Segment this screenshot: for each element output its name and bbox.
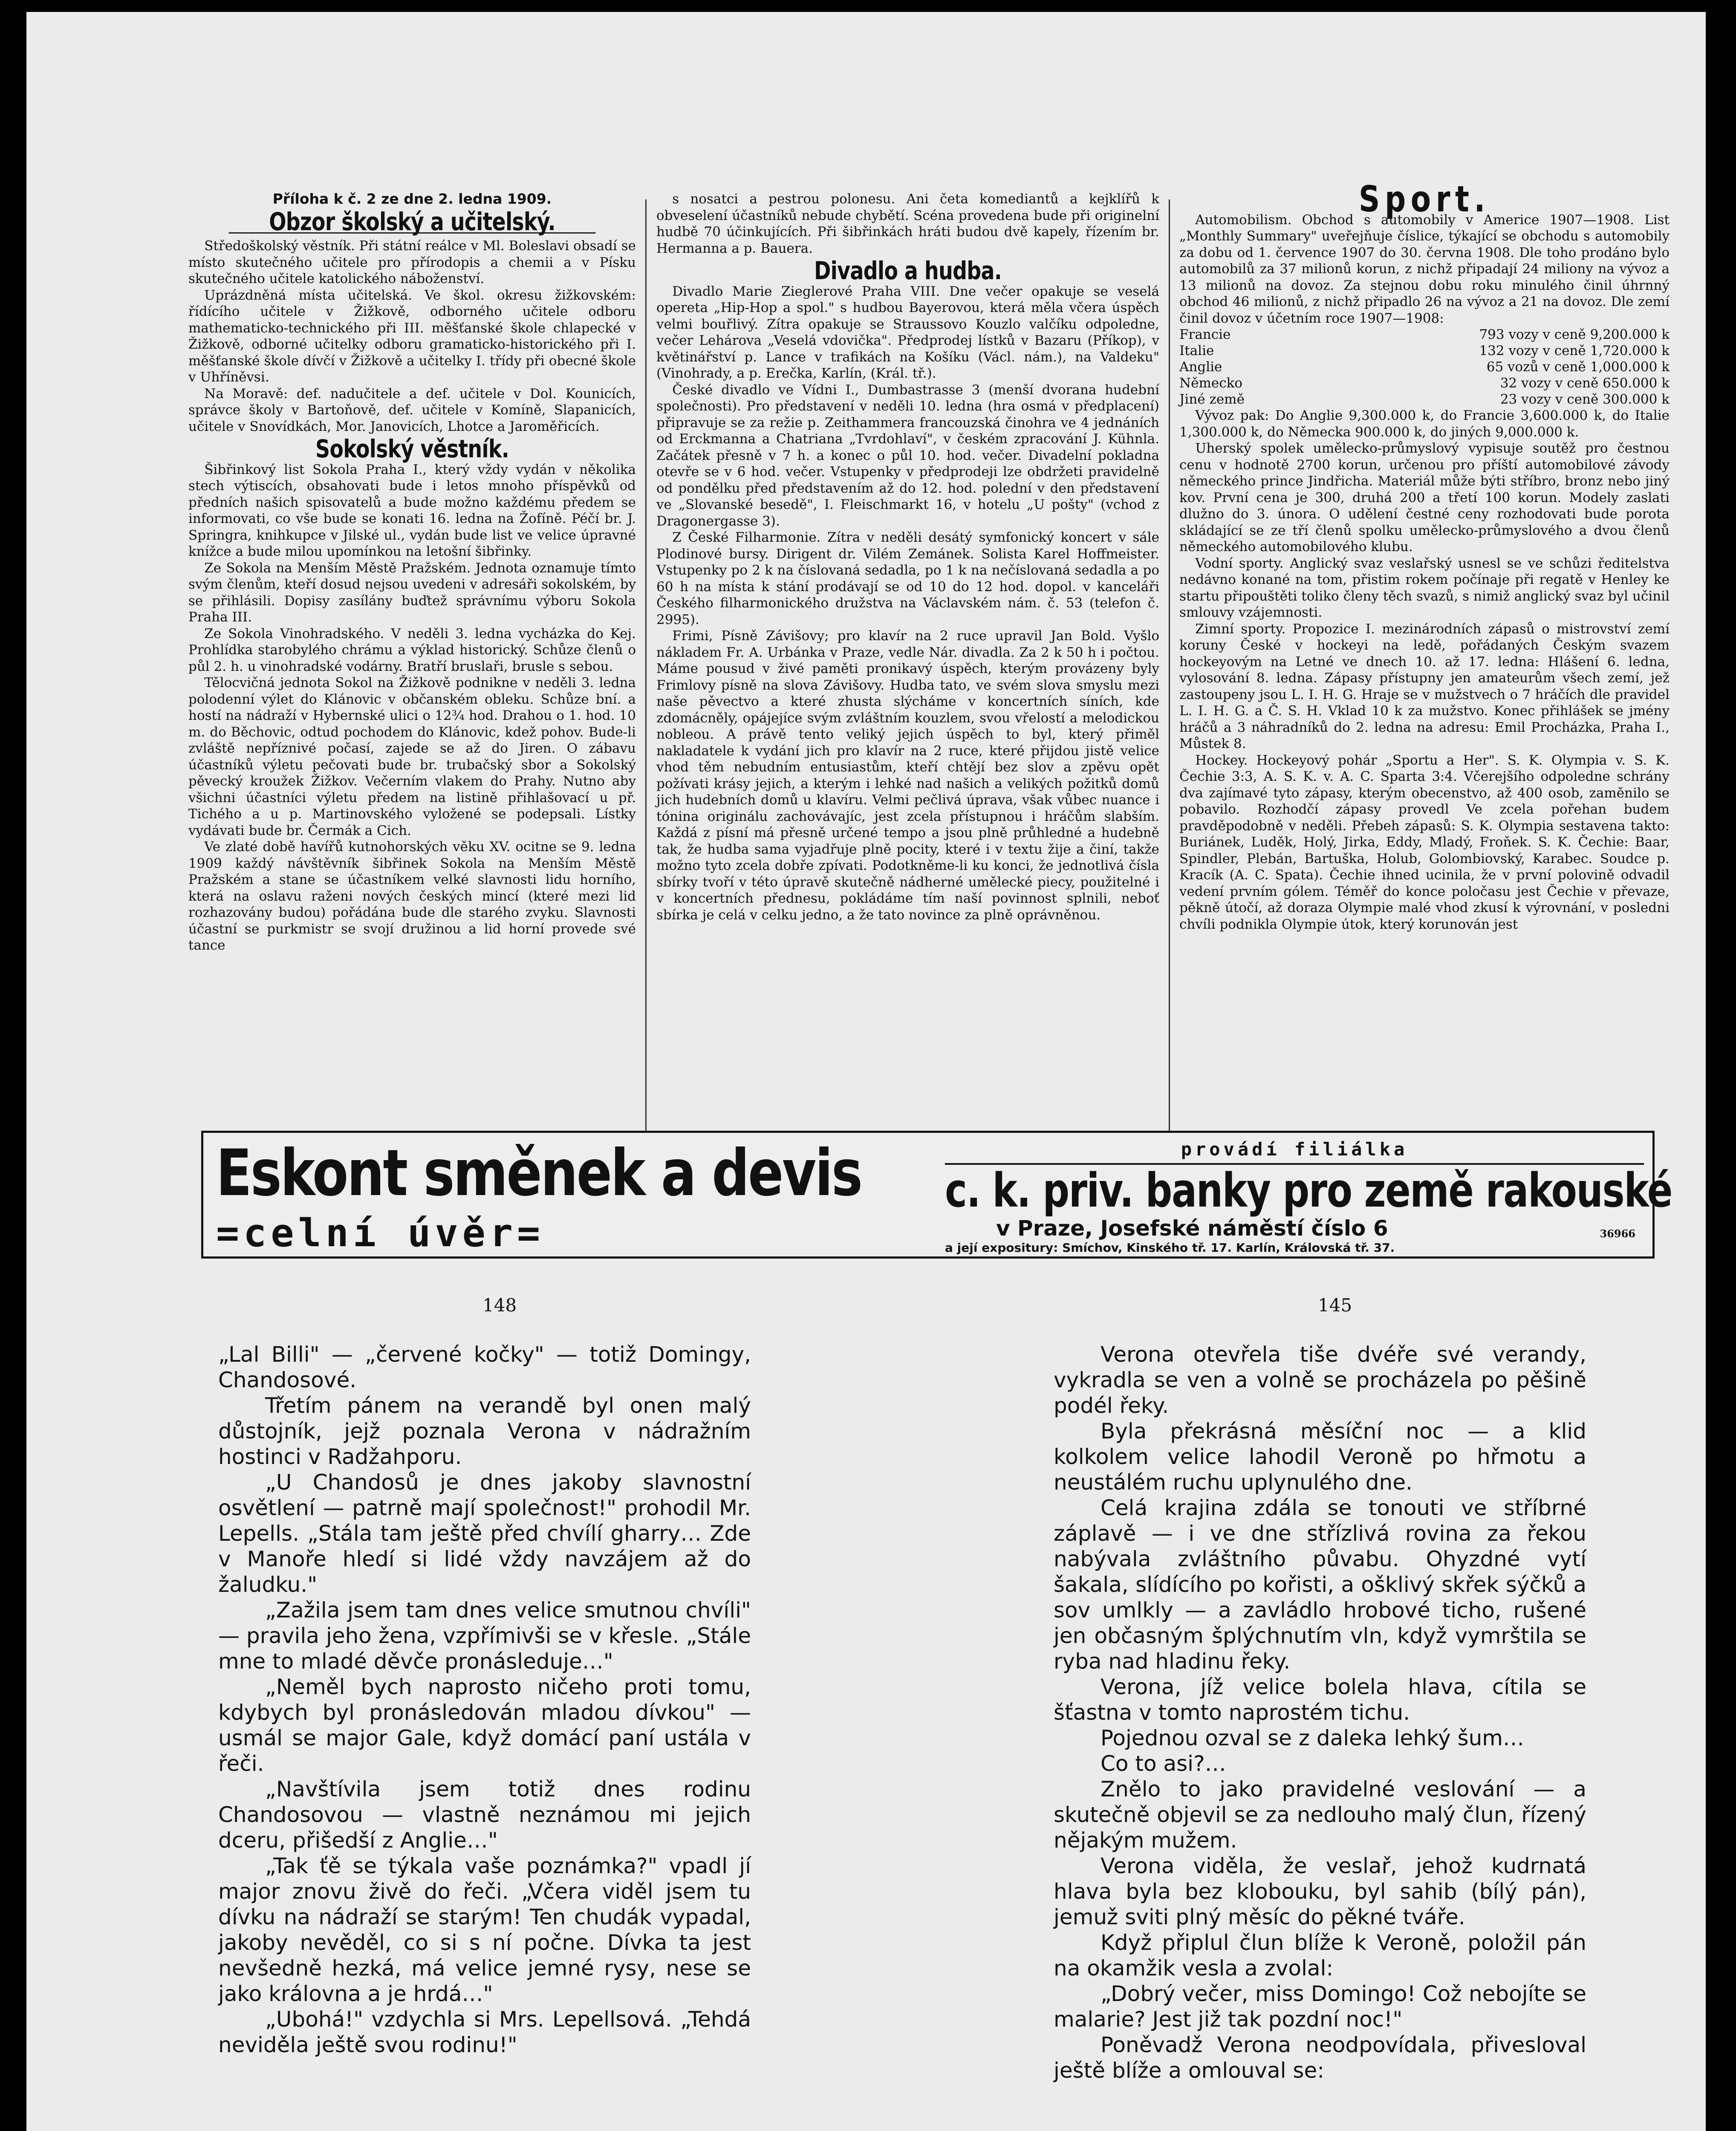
paragraph: Verona, jíž velice bolela hlava, cítila se šťastna v tomto naprostém tichu. [1054, 1675, 1586, 1725]
page-number-right: 145 [1318, 1295, 1352, 1316]
paragraph: Verona viděla, že veslař, jehož kudrnatá hlava byla bez klobouku, byl sahib (bílý pán), jemuž sviti plný měsíc do pěkné tváře. [1054, 1854, 1586, 1929]
paragraph: Třetím pánem na verandě byl onen malý důstojník, jejž poznala Verona v nádražním hostinci v Radžahporu. [218, 1393, 751, 1469]
paragraph: „Ubohá!" vzdychla si Mrs. Lepellsová. „Tehdá neviděla ještě svou rodinu!" [218, 2007, 751, 2057]
paragraph: Hockey. Hockeyový pohár „Sportu a Her". S. K. Olympia v. S. K. Čechie 3:3, A. S. K. v. A. C. Sparta 3:4. Včerejšího odpoledne schrány dva zajímavé tyto zápasy, kterým obecenstvo, až 400 osob, zaměnilo se pobavilo. Rozhodčí zápasy provedl Ve zcela pořehan budem pravděpodobně v neděli. Přebeh zápasů: S. K. Olympia sestavena takto: Buriánek, Luděk, Holý, Jirka, Eddy, Mladý, Froňek. S. K. Čechie: Baar, Spindler, Plebán, Bartuška, Holub, Golombiovský, Karabec. Soudce p. Kracík (A. C. Spata). Čechie ihned ucinila, že v první polovině odvadil vedení prvním gólem. Téměř do konce poločasu jest Čechie v převaze, pěkně útočí, až doraza Olympie malé vhod zkusí k výrovnání, v posledni chvíli podnikla Olympie útok, který korunován jest [1179, 752, 1670, 932]
supplement-header: Příloha k č. 2 ze dne 2. ledna 1909. [272, 191, 552, 207]
amount-cell: 32 vozy v ceně 650.000 k [1500, 375, 1670, 391]
paragraph: Automobilism. Obchod s automobily v Americe 1907—1908. List „Monthly Summary" uveřejňuje číslice, týkající se obchodu s automobily za dobu od 1. července 1907 do 30. června 1908. Dle toho prodáno bylo automobilů za 37 milionů korun, z nichž připadají 24 miliony na vývoz a 13 milionů na dovoz. Za stejnou dobu roku minulého činil úhrnný obchod 46 milionů, z nichž připadlo 26 na vývoz a 21 na dovoz. Dle zemí činil dovoz v účetním roce 1907—1908: [1179, 212, 1670, 326]
country-cell: Francie [1179, 327, 1231, 342]
ad-right-block [945, 1139, 1672, 1255]
table-row [1179, 326, 1670, 343]
paragraph: Poněvadž Verona neodpovídala, přivesloval ještě blíže a omlouval se: [1054, 2033, 1586, 2083]
ad-bank-name: c. k. priv. banky pro země rakouské [945, 1163, 1672, 1218]
section-title-sport: Sport. [1358, 178, 1490, 220]
paragraph: Co to asi?… [1101, 1751, 1226, 1776]
ad-branch-label: provádí filiálka [945, 1139, 1644, 1165]
paragraph: Vývoz pak: Do Anglie 9,300.000 k, do Francie 3,600.000 k, do Italie 1,300.000 k, do Německa 900.000 k, do jiných 9,000.000 k. [1179, 408, 1670, 440]
paragraph: Zimní sporty. Propozice I. mezinárodních zápasů o mistrovství zemí koruny České v hockeyi na ledě, pořádaných Českým svazem hockeyovým na Letné ve dnech 10. až 17. ledna: Hlášení 6. ledna, vylosování 8. ledna. Zápasy přístupny jen amateurům všech zemí, jež zastoupeny jsou L. I. H. G. Hraje se v mužstvech o 7 hráčích dle pravidel L. I. H. G. a Č. S. H. Vklad 10 k za mužstvo. Konec přihlášek se jmény hráčů a 3 náhradníků do 2. ledna na adresu: Emil Procházka, Praha I., Můstek 8. [1179, 621, 1670, 751]
country-cell: Německo [1179, 375, 1243, 391]
bank-advertisement [201, 1131, 1672, 1259]
country-cell: Anglie [1179, 359, 1222, 375]
paragraph: Znělo to jako pravidelné veslování — a skutečně objevil se za nedlouho malý člun, řízený nějakým mužem. [1054, 1777, 1586, 1853]
ad-code: 36966 [1600, 1227, 1635, 1240]
import-table [1179, 326, 1670, 407]
novel-section [26, 1273, 1706, 2131]
page-number-left: 148 [482, 1295, 517, 1316]
paragraph: „Zažila jsem tam dnes velice smutnou chvíli" — pravila jeho žena, vzpřímivši se v křesle. „Stále mne to mladé děvče pronásleduje…" [218, 1598, 751, 1674]
amount-cell: 23 vozy v ceně 300.000 k [1500, 392, 1670, 407]
paragraph: Verona otevřela tiše dvéře své verandy, vykradla se ven a volně se procházela po pěšině podél řeky. [1054, 1342, 1586, 1418]
paragraph: „Dobrý večer, miss Domingo! Což nebojíte se malarie? Jest již tak pozdní noc!" [1054, 1981, 1586, 2032]
paragraph: České divadlo ve Vídni I., Dumbastrasse 3 (menší dvorana hudební společnosti). Pro představení v neděli 10. ledna (hra osmá v předplacení) připravuje se za režie p. Zeithammera francouzská činohra ve 4 jednáních od Erckmanna a Chatriana „Tvrdohlaví", v českém zpracování J. Kühnla. Začátek přesně v 7 h. a konec o půl 10. hod. večer. Divadelní pokladna otevře se v 6 hod. večer. Vstupenky v předprodeji lze obdržeti pravidelně od pondělku před představením až do 12. hod. polední v den představení ve „Slovanské besedě", I. Fleischmarkt 16, v hotelu „U pošty" (vchod z Dragonergasse 3). [656, 382, 1159, 529]
table-row [1179, 359, 1670, 375]
paragraph: Ze Sokola Vinohradského. V neděli 3. ledna vycházka do Kej. Prohlídka starobylého chrámu a výklad historický. Schůze členů o půl 2. h. u vinohradské vodárny. Bratří bruslaři, brusle s sebou. [188, 626, 636, 674]
paragraph: Pojednou ozval se z daleka lehký šum… [1101, 1726, 1524, 1750]
column-divider [645, 199, 647, 1137]
column-divider [1169, 199, 1170, 1137]
column-right [1179, 178, 1670, 933]
paragraph: Tělocvičná jednota Sokol na Žižkově podnikne v neděli 3. ledna polodenní výlet do Klánovic v občanském obleku. Schůze bní. a hostí na nádraží v Hybernské ulici o 12¾ hod. Drahou o 1. hod. 10 m. do Běchovic, odtud pochodem do Klánovic, kdež pohov. Bude-li zvláště nepříznivé počasí, zajede se až do Jiren. O zábavu účastníků výletu pečovati bude br. trubačský sbor a Sokolský pěvecký kroužek Žižkov. Večerním vlakem do Prahy. Nutno aby všichni účastníci výletu předem na listině přihlašovací u př. Tichého a u p. Martinovského vyložené se podepsali. Lístky vydávati bude br. Čermák a Cich. [188, 675, 636, 838]
section-title-theatre: Divadlo a hudba. [814, 256, 1002, 285]
amount-cell: 132 vozy v ceně 1,720.000 k [1479, 343, 1670, 358]
amount-cell: 793 vozy v ceně 9,200.000 k [1479, 327, 1670, 342]
paragraph: Vodní sporty. Anglický svaz veslařský usnesl se ve schůzi ředitelstva nedávno konané na tom, přistim rokem počínaje při regatě v Henley ke startu připouštěti toliko členy těch svazů, s nimiž anglický svaz byl učinil smlouvy vzájemnosti. [1179, 555, 1670, 620]
paragraph: Divadlo Marie Zieglerové Praha VIII. Dne večer opakuje se veselá opereta „Hip-Hop a spol." s hudbou Bayerovou, která měla včera úspěch velmi bouřlivý. Zítra opakuje se Straussovo Kouzlo valčíku odpoledne, večer Lehárova „Veselá vdovička". Předprodej lístků v Bazaru (Příkop), v květinářství p. Lance v trafikách na Košíku (Václ. nám.), na Valdeku" (Vinohrady, a p. Erečka, Karlín, (Král. tř.). [656, 283, 1159, 381]
ad-left-block [216, 1136, 941, 1256]
paragraph: „U Chandosů je dnes jakoby slavnostní osvětlení — patrně mají společnost!" prohodil Mr. Lepells. „Stála tam ještě před chvílí gharry… Zde v Manoře hledí si lidé vždy navzájem až do žaludku." [218, 1470, 751, 1597]
ad-expositury: a její expositury: Smíchov, Kinského tř. 17. Karlín, Královská tř. 37. [945, 1241, 1395, 1255]
paragraph: „Neměl bych naprosto ničeho proti tomu, kdybych byl pronásledován mladou dívkou" — usmál se major Gale, když domácí paní ustála v řeči. [218, 1675, 751, 1776]
ad-headline: Eskont směnek a devis [216, 1136, 861, 1210]
column-middle [656, 191, 1159, 923]
novel-page-left [218, 1342, 751, 2058]
paragraph: „Navštívila jsem totiž dnes rodinu Chandosovou — vlastně neznámou mi jejich dceru, přišedší z Anglie…" [218, 1777, 751, 1853]
country-cell: Italie [1179, 343, 1214, 358]
paragraph: „Tak ťě se týkala vaše poznámka?" vpadl jí major znovu živě do řeči. „Včera viděl jsem tu dívku na nádraží se starým! Ten chudák vypadal, jakoby nevěděl, co si s ní počne. Dívka ta jest nevšedně hezká, má velice jemné rysy, nese se jako královna a je hrdá…" [218, 1854, 751, 2006]
paragraph: Frimi, Písně Závišovy; pro klavír na 2 ruce upravil Jan Bold. Vyšlo nákladem Fr. A. Urbánka v Praze, vedle Nár. divadla. Za 2 k 50 h i počtou. Máme pousud v živé paměti pronikavý úspěch, kterým provázeny byly Frimlovy písně na slova Závišovy. Hudba tato, ve svém slova smyslu mezi naše pěvectvo a které zhusta slýcháme v koncertních síních, kde zdomácněly, opájejíce svým zvláštním kouzlem, svou vřelostí a melodickou nobleou. A právě tento veliký jejich úspěch to byl, který přiměl nakladatele k vydání jich pro klavír na 2 ruce, které přijdou jistě velice vhod těm nebudním entusiastům, kteří chtějí bez slov a zpěvu opět požívati krásy jejich, a kterým i lehké nad našich a velikých požitků domů jich hudebních domů u klavíru. Velmi pečlivá úprava, však vůbec nuance i tónina originálu zachovávajíc, jest zcela přístupnou i hráčům slabším. Každá z písní má přesně určené tempo a jsou plně průhledné a hudebně tak, že hudba sama vyjadřuje plně pocity, které i v textu žije a činí, takže možno tyto zcela dobře zpívati. Podotkněme-li ku konci, že jednotlivá čísla sbírky tvoří v této úpravě skutečně nádherné umělecké piecy, použitelné i v koncertních přednesu, pokládáme tím naší povinnost splnili, neboť sbírka je celá v celku jedno, a že tato novince za plně oprávněnou. [656, 628, 1159, 923]
paragraph: Celá krajina zdála se tonouti ve stříbrné záplavě — i ve dne střízlivá rovina za řekou nabývala zvláštního půvabu. Ohyzdné vytí šakala, slídícího po kořisti, a ošklivý skřek sýčků a sov umlkly — a zavládlo hrobové ticho, rušené jen občasným šplýchnutím vln, když vymrštila se ryba nad hladinu řeky. [1054, 1496, 1586, 1674]
country-cell: Jiné země [1179, 392, 1245, 407]
ad-address: v Praze, Josefské náměstí číslo 6 [996, 1216, 1388, 1241]
paragraph: Byla překrásná měsíční noc — a klid kolkolem velice lahodil Veroně po hřmotu a neustálém ruchu uplynulého dne. [1054, 1419, 1586, 1495]
section-title-school: Obzor školský a učitelský. [229, 214, 596, 234]
column-left [188, 191, 636, 954]
paragraph: Na Moravě: def. nadučitele a def. učitele v Dol. Kounicích, správce školy v Bartoňově, def. učitele v Komíně, Slapanicích, učitele v Snovídkách, Mor. Janovicích, Lhotce a Jaroměřicích. [188, 386, 636, 434]
paragraph: Středoškolský věstník. Při státní reálce v Ml. Boleslavi obsadí se místo skutečného učitele pro přírodopis a chemii a v Písku skutečného učitele katolického náboženství. [188, 238, 636, 286]
newspaper-section [26, 12, 1706, 1273]
paragraph: „Lal Billi" — „červené kočky" — totiž Domingy, Chandosové. [218, 1342, 751, 1392]
paragraph: Uherský spolek umělecko-průmyslový vypisuje soutěž pro čestnou cenu v hodnotě 2700 korun, určenou pro příští automobilové závody německého prince Jindřicha. Materiál může býti stříbro, bronz nebo jiný kov. První cena je 300, druhá 200 a třetí 100 korun. Modely zaslati dlužno do 3. února. O udělení čestné ceny rozhodovati bude porota skládající se ze tří členů spolku umělecko-průmyslového a dvou členů německého automobilového klubu. [1179, 441, 1670, 554]
table-row [1179, 375, 1670, 391]
paragraph: Ze Sokola na Menším Městě Pražském. Jednota oznamuje tímto svým členům, kteří dosud nejsou uvedeni v adresáři sokolském, by se přihlásili. Dopisy zasílány buďtež správnímu výboru Sokola Praha III. [188, 560, 636, 625]
novel-page-right [1054, 1342, 1586, 2083]
ad-credit-line: =celní úvěr= [216, 1211, 545, 1256]
paragraph: Ve zlaté době havířů kutnohorských věku XV. ocitne se 9. ledna 1909 každý návštěvník šibřinek Sokola na Menším Městě Pražském a stane se účastníkem velké slavnosti lidu horního, která na oslavu raženi nových českých mincí (které mezi lid rozhazovány budou) pořádána bude dle starého zvyku. Slavnosti účastní se purkmistr se svojí družinou a lid horní provede své tance [188, 839, 636, 953]
paragraph: Uprázdněná místa učitelská. Ve škol. okresu žižkovském: řídícího učitele v Žižkově, odborného učitele odboru mathematicko-technického při III. měšťanské škole chlapecké v Žižkově, odborné učitelky odboru gramaticko-historického při I. měšťanské škole dívčí v Žižkově a učitelky I. třídy při obecné škole v Uhříněvsi. [188, 287, 636, 385]
paragraph: Šibřinkový list Sokola Praha I., který vždy vydán v několika stech výtiscích, obsahovati bude i letos mnoho příspěvků od předních našich spisovatelů a bude možno každému předem se informovati, co vše bude se konati 16. ledna na Žofíně. Péčí br. J. Springra, knihkupce v Jilské ul., vydán bude list ve velice úpravné knížce a bude milou upomínkou na letošní šibřinky. [188, 462, 636, 559]
amount-cell: 65 vozů v ceně 1,000.000 k [1486, 359, 1670, 375]
paragraph: Z České Filharmonie. Zítra v neděli desátý symfonický koncert v sále Plodinové bursy. Dirigent dr. Vilém Zemánek. Solista Karel Hoffmeister. Vstupenky po 2 k na číslovaná sedadla, po 1 k na nečíslovaná sedadla a po 60 h na místa k stání prodávají se od 10 do 12 hod. dopol. v kanceláři Českého filharmonického družstva na Václavském nám. č. 53 (telefon č. 2995). [656, 530, 1159, 627]
newspaper-page [26, 12, 1706, 2131]
paragraph: s nosatci a pestrou polonesu. Ani četa komediantů a kejklířů k obveselení účastníků nebude chybětí. Scéna provedena bude při originelní hudbě 70 účinkujících. Při šibřinkách hráti budou dvě kapely, řízením br. Hermanna a p. Bauera. [656, 191, 1159, 256]
section-title-sokol: Sokolský věstník. [315, 434, 509, 463]
table-row [1179, 343, 1670, 359]
table-row [1179, 391, 1670, 407]
paragraph: Když připlul člun blíže k Veroně, položil pán na okamžik vesla a zvolal: [1054, 1930, 1586, 1981]
